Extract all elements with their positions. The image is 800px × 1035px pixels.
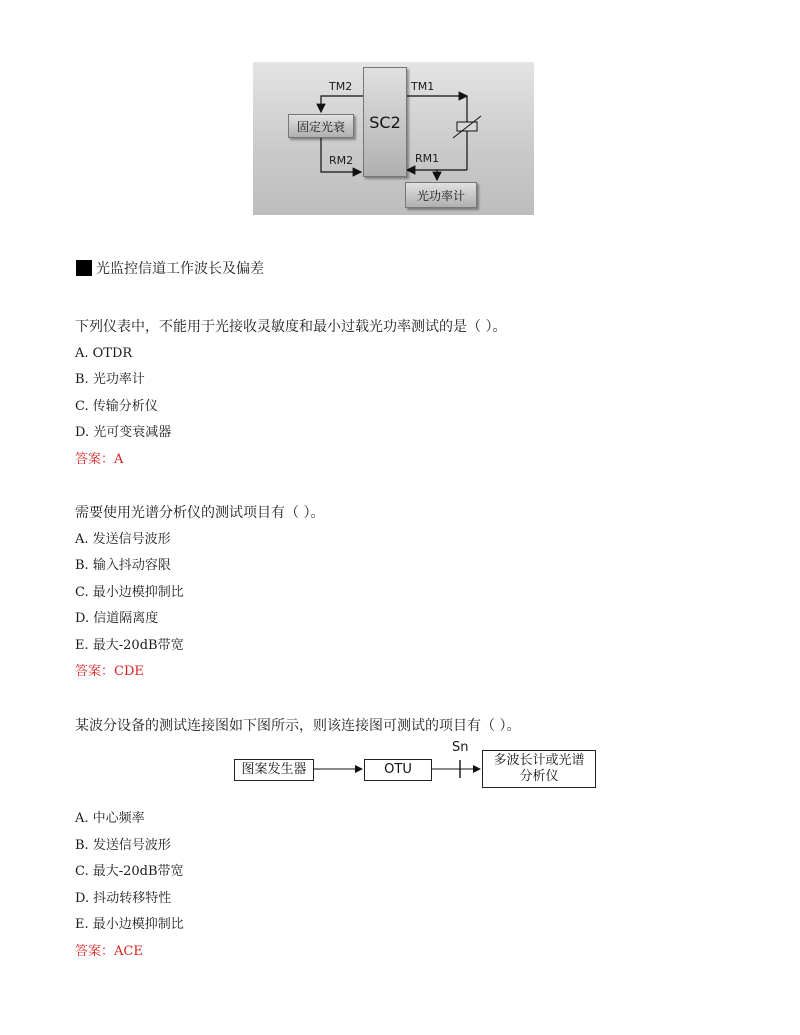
question-3-option-a: A. 中心频率 xyxy=(75,811,145,826)
question-1-option-d: D. 光可变衰减器 xyxy=(75,425,172,440)
question-1-option-a: A. OTDR xyxy=(75,346,133,361)
question-3-text: 某波分设备的测试连接图如下图所示，则该连接图可测试的项目有（ ）。 xyxy=(75,718,521,734)
figure-sc2-diagram xyxy=(253,62,534,215)
spectrum-analyzer-label-1: 多波长计或光谱 xyxy=(493,753,585,768)
spectrum-analyzer-box xyxy=(482,750,596,788)
question-2-option-a: A. 发送信号波形 xyxy=(75,532,171,547)
question-1-text: 下列仪表中，不能用于光接收灵敏度和最小过载光功率测试的是（ ）。 xyxy=(75,319,507,335)
question-2-text: 需要使用光谱分析仪的测试项目有（ ）。 xyxy=(75,505,325,521)
question-1-option-b: B. 光功率计 xyxy=(75,372,145,387)
question-2-option-e: E. 最大-20dB带宽 xyxy=(75,638,184,653)
question-2-option-b: B. 输入抖动容限 xyxy=(75,558,171,573)
section-heading xyxy=(76,258,264,278)
question-1-answer: 答案：A xyxy=(75,452,124,467)
question-1-option-c: C. 传输分析仪 xyxy=(75,399,158,414)
question-3-option-b: B. 发送信号波形 xyxy=(75,838,171,853)
label-tm2: TM2 xyxy=(329,80,353,93)
question-2-option-d: D. 信道隔离度 xyxy=(75,611,159,626)
figure-connection-diagram xyxy=(230,742,600,790)
question-3-answer: 答案：ACE xyxy=(75,944,143,959)
question-3-option-d: D. 抖动转移特性 xyxy=(75,891,172,906)
section-title: 光监控信道工作波长及偏差 xyxy=(96,261,264,277)
power-meter-block: 光功率计 xyxy=(405,182,477,208)
bullet-square-icon xyxy=(76,260,92,276)
question-2-option-c: C. 最小边模抑制比 xyxy=(75,585,184,600)
question-3-option-c: C. 最大-20dB带宽 xyxy=(75,864,184,879)
otu-box: OTU xyxy=(364,759,432,781)
question-3-option-e: E. 最小边模抑制比 xyxy=(75,917,184,932)
label-tm1: TM1 xyxy=(411,80,435,93)
fixed-attenuator-block: 固定光衰 xyxy=(288,114,354,138)
pattern-generator-box: 图案发生器 xyxy=(234,759,314,781)
label-rm2: RM2 xyxy=(329,154,354,167)
spectrum-analyzer-label-2: 分析仪 xyxy=(519,769,559,784)
sc2-block: SC2 xyxy=(363,67,407,177)
label-sn: Sn xyxy=(452,740,469,755)
label-rm1: RM1 xyxy=(415,152,440,165)
question-2-answer: 答案：CDE xyxy=(75,664,144,679)
